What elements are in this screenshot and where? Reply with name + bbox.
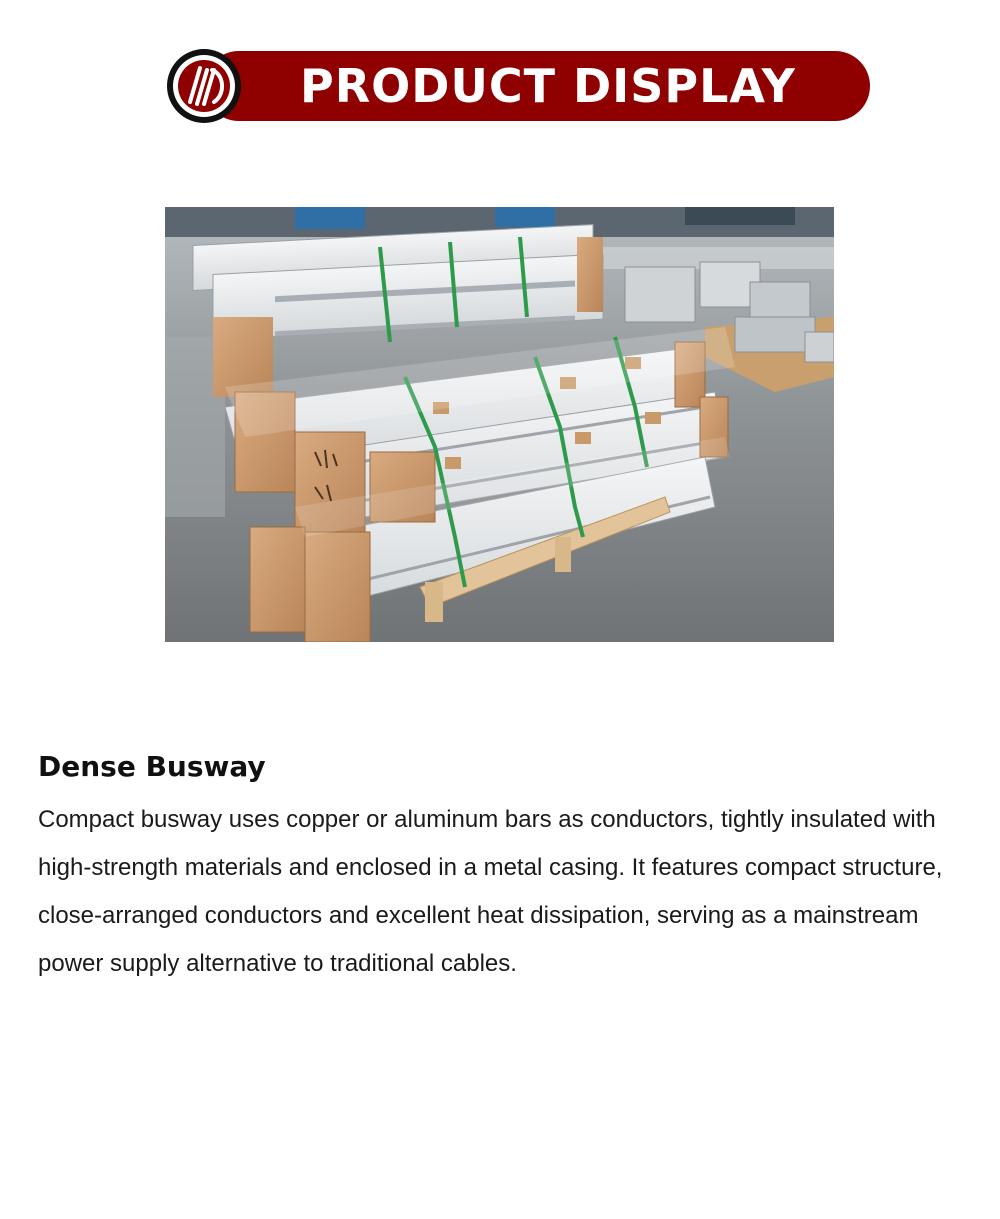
product-name: Dense Busway [38, 750, 266, 783]
header-banner [166, 48, 870, 124]
company-logo-icon [166, 48, 242, 124]
page-title: PRODUCT DISPLAY [300, 59, 796, 113]
busway-product-photo [165, 207, 834, 642]
product-description: Compact busway uses copper or aluminum bars as conductors, tightly insulated with high-strength materials and enclosed in a metal casing. It features compact structure, close-arranged conductors and excellent heat dissipation, serving as a mainstream power supply alternative to traditional cables. [38, 806, 943, 977]
